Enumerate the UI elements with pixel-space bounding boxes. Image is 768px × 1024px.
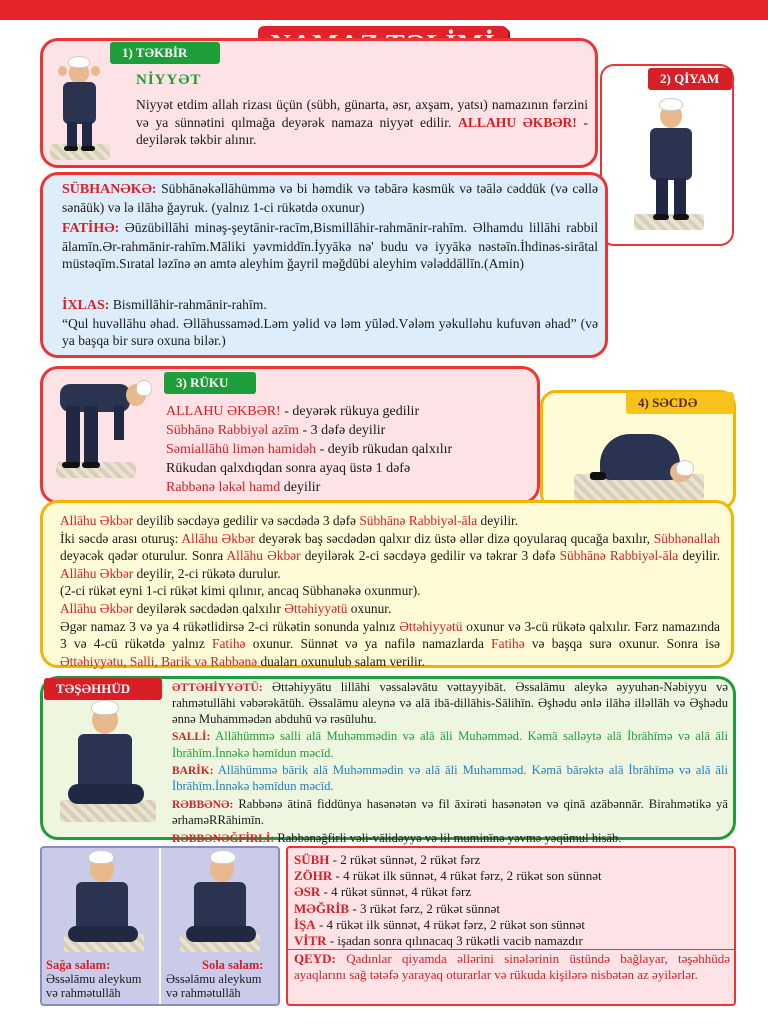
salam-left-figure-icon (176, 848, 266, 958)
qiyam-figure-icon (630, 96, 710, 236)
fatihe-text: FATİHƏ: Əūzübillāhi minəş-şeytānir-racīm,Bismillāhir-rahmānir-rahīm. Əlhamdu lillāhi rabbil ālamīn.Ər-rahmānir-rahīm.Māliki yəvmiddīn.İyyākə nə' budu və iyyākə nəstəīn.İhdinəs-sirātal müstəqīm.Sıratal ləzīnə ən amtə aleyhim ğayril məğdūbi aleyhim vələddāllīn.(Amin) (62, 220, 598, 271)
times-row: MƏĞRİB - 3 rükət fərz, 2 rükət sünnət (294, 900, 500, 916)
times-row: ƏSR - 4 rükət sünnət, 4 rükət fərz (294, 884, 472, 900)
secde-tag: 4) SƏCDƏ (626, 392, 734, 414)
salam-right-figure-icon (60, 848, 150, 958)
niyyet-heading: NİYYƏT (136, 72, 202, 88)
times-row: ZÖHR - 4 rükət ilk sünnət, 4 rükət fərz, 2 rükət son sünnət (294, 868, 602, 884)
teshehhud-figure-icon (54, 700, 166, 830)
tekbir-tag: 1) TƏKBİR (110, 42, 220, 64)
times-row: VİTR - işadan sonra qılınacaq 3 rükətli vacib namazdır (294, 933, 583, 949)
salam-right-text: Sağa salam: Əssəlāmu aleykum və rahmətullāh (46, 958, 142, 1000)
qeyd-divider (288, 949, 734, 950)
secde-figure-icon (570, 420, 720, 506)
tekbir-figure-icon (46, 52, 116, 162)
salam-left-text: Sola salam: Əssəlāmu aleykum və rahmətullāh (166, 958, 264, 1000)
niyyet-text: Niyyət etdim allah rizası üçün (sübh, günarta, əsr, axşam, yatsı) namazının fərzini və ya sünnətini qılmağa deyərək namaza niyyət edilir. ALLAHU ƏKBƏR! - deyilərək təkbir alınır. (136, 97, 588, 147)
ixlas-text: İXLAS: Bismillāhir-rahmānir-rahīm. “Qul huvəllāhu əhad. Əllāhussaməd.Ləm yəlid və ləm yūləd.Vələm yəkulləhu kufuvən əhad” (və ya başqa bir surə oxuna bilər.) (62, 297, 598, 348)
ruku-figure-icon (52, 376, 162, 486)
times-row: SÜBH - 2 rükət sünnət, 2 rükət fərz (294, 852, 481, 867)
times-list (294, 852, 730, 949)
ruku-tag: 3) RÜKU (164, 372, 256, 394)
top-stripe (0, 0, 768, 20)
teshehhud-tag: TƏŞƏHHÜD (44, 678, 162, 700)
subhaneke-text: SÜBHANƏKƏ: Sübhānəkəllāhümmə və bi həmdik və təbārə kəsmük və təālə cəddük (və cəllə sənāük) və lə ilāhə ğayruk. (yalnız 1-ci rükətdə oxunur) (62, 181, 598, 215)
times-row: İŞA - 4 rükət ilk sünnət, 4 rükət fərz, 2 rükət son sünnət (294, 916, 586, 932)
secde-text: Allāhu Əkbər deyilib səcdəyə gedilir və səcdədə 3 dəfə Sübhānə Rabbiyəl-āla deyilir. İki səcdə arası oturuş: Allāhu Əkbər deyərək baş səcdədən qalxır diz üstə əllər dizə qoyularaq qucağa baxılır, Sübhənallah deyəcək qədər oturulur. Sonra Allāhu Əkbər deyilərək 2-ci səcdəyə gedilir və təkrar 3 dəfə Sübhānə Rabbiyəl-āla deyilir. Allāhu Əkbər deyilir, 2-ci rükətə durulur. (2-ci rükət eyni 1-ci rükət kimi qılınır, ancaq Sübhanəkə oxunmur). Allāhu Əkbər deyilərək səcdədən qalxılır Əttəhiyyətü oxunur. Əgər namaz 3 və ya 4 rükətlidirsə 2-ci rükətin sonunda yalnız Əttəhiyyətü oxunur və 3-cü rükətə qalxılır. Fərz namazında 3 və 4-cü rükətdə yalnız Fatihə oxunur. Sünnət və ya nafilə namazlarda Fatihə və başqa surə oxunur. Sonra isə Əttəhiyyətu, Salli, Barik və Rabbənə duaları oxunulub salam verilir. (60, 513, 720, 669)
ruku-text: ALLAHU ƏKBƏR! - deyərək rükuya gedilir Sübhānə Rabbiyəl azīm - 3 dəfə deyilir Səmiallāhü limən hamidəh - deyib rükudan qalxılır Rükudan qalxdıqdan sonra ayaq üstə 1 dəfə Rabbənə ləkəl hamd deyilir (166, 404, 453, 495)
qiyam-tag: 2) QİYAM (648, 68, 732, 90)
salam-divider (159, 848, 161, 1004)
teshehhud-text: ƏTTƏHİYYƏTÜ: Əttəhiyyātu lillāhi vəssaləvātu vəttayyibāt. Əssalāmu aleykə əyyuhən-Nəbiyyu və rahmətullāhi vəbərəkātüh. Əssalāmu aleynə və alā ibā-dillāhis-Sālihīn. Əşhədu ənlə ilāhə illəllāh və Əşhədu ənnə Muhammədən abduhū və rəsūluhu. SALLİ: Allāhümmə salli alā Muhəmmədin və alā āli Muhəmməd. Kəmā salləytə alā İbrāhīmə və alā āli İbrāhīm.İnnəkə həmīdun məcīd. BARİK: Allāhümmə bārik alā Muhəmmədin və alā āli Muhəmməd. Kəmā bārəktə alā İbrāhīmə və alā āli İbrāhīm.İnnəkə həmīdun məcīd. RƏBBƏNƏ: Rabbənə ātinā fiddünya hasənətən və fil āxirəti hasənətən və qinā azābənnār. Birahmətikə yā ərhaməRRāhimīn. RƏBBƏNƏĞFİRLİ: Rabbənəğfirli vəli-vālidəyyə və lil muminīnə yəvmə yəqūmul hisāb. (172, 680, 728, 845)
qeyd-note: QEYD: Qadınlar qiyamda əllərini sinələrinin üstündə bağlayar, təşəhhüdə ayaqlarını sağ tətəfə yarayaq oturarlar və rükuda kişilərə nisbətən az əyilərlər. (294, 951, 730, 982)
